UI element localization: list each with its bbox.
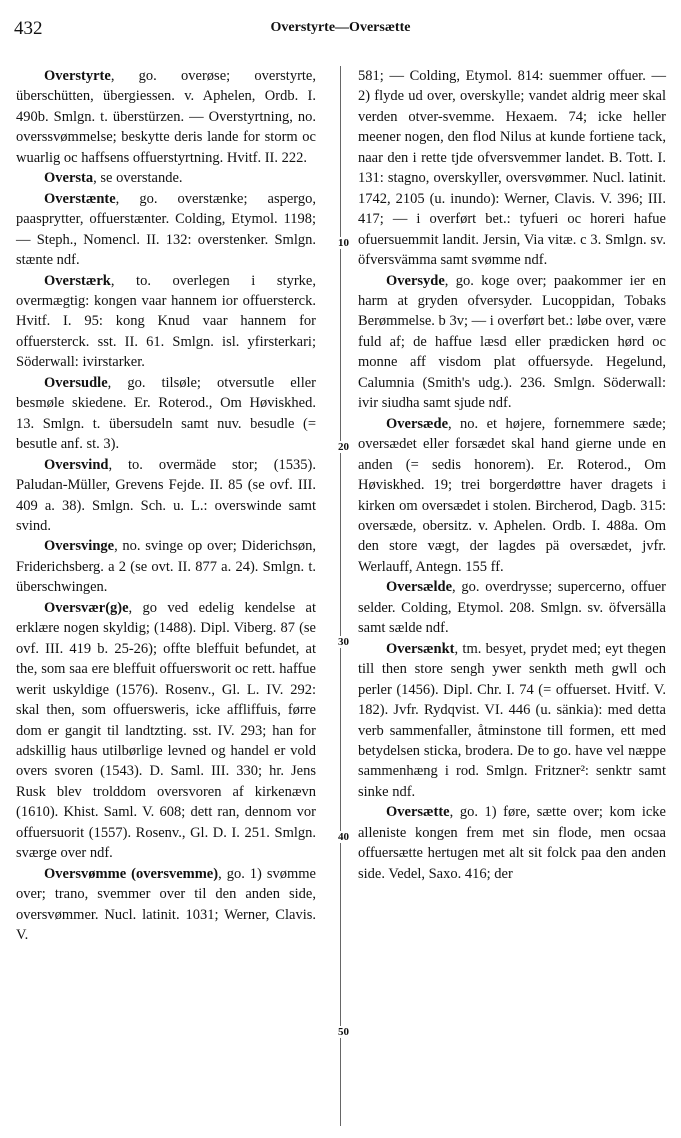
right-column <box>358 66 666 884</box>
dictionary-entry <box>16 66 316 168</box>
left-column <box>16 66 316 945</box>
entry-headword: Overstærk <box>44 272 111 289</box>
dictionary-entry <box>16 189 316 271</box>
entry-headword: Oversta <box>44 170 94 187</box>
entry-body: , go. overøse; overstyrte, überschütten, übergiessen. v. Aphelen, Ordb. I. 490b. Smlgn. t. überstürzen. — Overstyrtning, no. overssvømmelse; beskytte deris lande for storm oc wuarlig oc haffsens offuerstyrtning. Hvitf. II. 222. <box>16 68 316 166</box>
line-number: 40 <box>338 831 349 843</box>
entry-body: , go. 1) føre, sætte over; kom icke alleniste kongen frem met sin flode, men ocsaa offuersætte hertugen met alt sit folck paa den anden side. Vedel, Saxo. 416; der <box>358 804 666 882</box>
dictionary-entry <box>358 414 666 578</box>
entry-body: , go. overdrysse; supercerno, offuer selder. Colding, Etymol. 208. Smlgn. sv. öfversälla samt sælde ndf. <box>358 579 666 637</box>
line-number: 20 <box>338 441 349 453</box>
entry-headword: Oversvømme (oversvemme) <box>44 865 219 882</box>
dictionary-entry <box>16 168 316 188</box>
entry-headword: Oversænkt <box>386 640 455 657</box>
dictionary-entry <box>358 802 666 884</box>
dictionary-entry <box>16 373 316 455</box>
running-head: Overstyrte—Oversætte <box>270 20 411 35</box>
dictionary-entry <box>358 271 666 414</box>
entry-headword: Oversælde <box>386 579 453 596</box>
dictionary-entry <box>16 455 316 537</box>
entry-body: , se overstande. <box>93 170 183 187</box>
entry-body: , tm. besyet, prydet med; eyt thegen till then store sengh ywer senkth meth gwll och perler (1456). Dipl. Chr. I. 74 (= offuerset. Hvitf. V. 182). Jvfr. Rydqvist. VI. 446 (u. sänkia): med detta verb sammenfaller, åtminstone till formen, ett med betydelsen sticka, brodera. De to go. have vel næppe sammenhæng i rod. Smlgn. Fritzner²: senktr samt sinke ndf. <box>358 640 666 800</box>
column-divider <box>340 66 341 1126</box>
entry-body: 581; — Colding, Etymol. 814: suemmer offuer. — 2) flyde ud over, overskylle; vandet aldrig meer skal verden otver-svemme. Hexaem. 74; icke heller meener nogen, den flod Nilus at kunde fortiene tack, naar den i rette tjde ofversvemmer landet. B. Tott. I. 131: stagno, overskyller, oversvømmer. Nucl. latinit. 1742, 2105 (u. inundo): Werner, Clavis. V. 396; III. 417; — i overført bet.: tyfueri oc horeri hafue ofuersuemmit landit. Jersin, Via vitæ. c 3. Smlgn. sv. öfversvämma samt svømme ndf. <box>358 68 666 269</box>
entry-body: , to. overlegen i styrke, overmægtig: kongen vaar hannem ior offuersterck. Hvitf. I. 95: kong Knud vaar hannem for offuersterck. sst. II. 61. Smlgn. isl. yfirsterkari; Söderwall: ivirstarker. <box>16 272 316 371</box>
entry-body: , to. overmäde stor; (1535). Paludan-Müller, Grevens Fejde. II. 85 (se ovf. III. 409 a. 38). Smlgn. Sch. u. L.: overswinde samt svind. <box>16 456 316 534</box>
dictionary-entry <box>16 864 316 946</box>
entry-headword: Oversætte <box>386 804 450 821</box>
entry-headword: Oversvær(g)e <box>44 599 129 616</box>
entry-body: , go. 1) svømme over; trano, svemmer over til den anden side, oversvømmer. Nucl. latinit. 1031; Werner, Clavis. V. <box>16 865 316 944</box>
entry-body: , go. koge over; paakommer ier en harm at gryden ofversyder. Lucoppidan, Tobaks Berømmelse. b 3v; — i overført bet.: løbe over, være fuld af; de haffue læsd eller prædicken hørd oc monne aff visdom plat offuersyde. Hegelund, Calumnia (Smith's udg.). 236. Smlgn. Söderwall: ivir siudha samt sjude ndf. <box>358 272 666 412</box>
entry-headword: Overstyrte <box>44 68 111 84</box>
line-number: 10 <box>338 237 349 249</box>
dictionary-entry <box>16 271 316 373</box>
entry-body: , no. svinge op over; Diderichsøn, Friderichsberg. a 2 (se ovt. II. 877 a. 24). Smlgn. t. überschwingen. <box>16 538 316 596</box>
dictionary-entry <box>16 536 316 597</box>
entry-body: , go. overstænke; aspergo, paasprytter, offuerstænter. Colding, Etymol. 1198; — Steph., Nomencl. II. 132: overstenker. Smlgn. stænte ndf. <box>16 190 316 269</box>
page-header <box>14 18 667 44</box>
entry-body: , go ved edelig kendelse at erklære nogen skyldig; (1488). Dipl. Viberg. 87 (se ovf. III. 419 b. 25-26); offte bleffuit befundet, at the, som saa ere bleffuit offuersworit oc rett. haffue werit uskyldige (1576). Rosenv., Gl. L. IV. 292: skal then, som offuersweris, icke affliffuis, førre dom er gangit til landtzting. sst. IV. 293; han for adskillig haus utilbørlige levned og handel er vold overs svoren (1543). D. Saml. III. 330; hr. Jens Rusk blev trolddom oversvoren af kirkenævn (1610). Khist. Saml. V. 608; dett ran, dennom vor offuersuorit (1557). Rosenv., Gl. D. I. 251. Smlgn. sværge over ndf. <box>16 599 316 862</box>
entry-body: , no. et højere, fornemmere sæde; oversædet eller forsædet skal hand gierne unde en anden (= sedis honorem). Er. Roterod., Om Høviskhed. 19; trei borgerdøttre haver dragets i kirken om oversædet i stolen. Bircherod, Dagb. 315: oversæde, obersitz. v. Aphelen. Ordb. I. 488a. Om den store vægt, der lagdes pä oversædet, jvfr. Werlauff, Antegn. 155 ff. <box>358 415 666 575</box>
entry-headword: Oversvinge <box>44 538 115 555</box>
dictionary-entry <box>16 598 316 864</box>
page-number: 432 <box>14 18 43 39</box>
entry-headword: Oversudle <box>44 374 108 391</box>
line-number: 30 <box>338 636 349 648</box>
dictionary-entry <box>358 639 666 803</box>
entry-headword: Oversæde <box>386 415 449 432</box>
entry-body: , go. tilsøle; otversutle eller besmøle skiedene. Er. Roterod., Om Høviskhed. 13. Smlgn. t. übersudeln samt nuv. besudle (= besutle anf. st. 3). <box>16 374 316 453</box>
entry-headword: Oversyde <box>386 272 445 289</box>
dictionary-entry <box>358 66 666 271</box>
entry-headword: Overstænte <box>44 190 116 207</box>
dictionary-entry <box>358 577 666 638</box>
line-number: 50 <box>338 1026 349 1038</box>
entry-headword: Oversvind <box>44 456 109 473</box>
